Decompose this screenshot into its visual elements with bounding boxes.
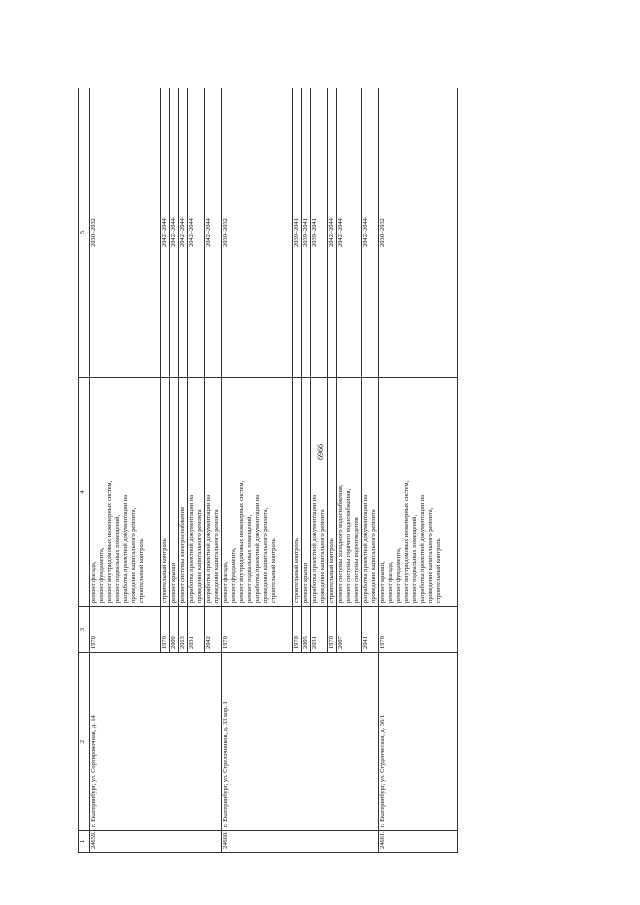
works-cell: [362, 378, 379, 607]
work-item: ремонт фасада,: [387, 561, 394, 603]
header-cell: 1: [79, 831, 90, 853]
term-cell: 2042–2044: [328, 88, 337, 378]
header-cell: 3: [79, 607, 90, 653]
table-row: [90, 88, 161, 853]
works-cell: [188, 378, 205, 607]
work-item: разработка проектной документации на: [419, 494, 426, 603]
work-item: ремонт подвальных помещений,: [246, 514, 253, 603]
work-item: ремонт фасада,: [90, 561, 97, 603]
record-number: 24660.: [222, 831, 379, 853]
year-cell: 1970: [379, 607, 458, 653]
term-cell: 2030–2032: [222, 88, 293, 378]
term-cell: 2042–2044: [188, 88, 205, 378]
work-item: ремонт фасада,: [222, 561, 229, 603]
header-cell: 5: [79, 88, 90, 378]
work-item: разработка проектной документации на: [311, 494, 318, 603]
work-item: разработка проектной документации на: [122, 494, 129, 603]
term-cell: 2039–2041: [293, 88, 302, 378]
year-cell: 2031: [188, 607, 205, 653]
address-cell: г. Екатеринбург, ул. Студенческая, д. 36/1: [379, 653, 458, 831]
works-cell: [90, 378, 161, 607]
record-number: 24659.: [90, 831, 222, 853]
address-cell: г. Екатеринбург, ул. Стрелочников, д. 33 кор. 1: [222, 653, 379, 831]
term-cell: 2039–2041: [311, 88, 328, 378]
work-item: строительный контроль: [328, 538, 335, 603]
work-item: проведение капитального ремонта: [213, 509, 220, 603]
works-cell: [328, 378, 337, 607]
work-item: строительный контроль: [435, 538, 442, 603]
year-cell: 1970: [328, 607, 337, 653]
work-item: ремонт системы горячего водоснабжения,: [345, 488, 352, 603]
year-cell: 1970: [161, 607, 170, 653]
address-cell: г. Екатеринбург, ул. Сортировочная, д. 14: [90, 653, 222, 831]
year-cell: 2031: [311, 607, 328, 653]
work-item: ремонт подвальных помещений,: [114, 514, 121, 603]
year-cell: 2013: [179, 607, 188, 653]
work-item: проведение капитального ремонта,: [130, 507, 137, 603]
work-item: ремонт подвальных помещений,: [411, 514, 418, 603]
work-item: ремонт системы холодного водоснабжения,: [337, 484, 344, 603]
work-item: проведение капитального ремонта: [370, 509, 377, 603]
term-cell: 2030–2032: [379, 88, 458, 378]
term-cell: 2042–2044: [362, 88, 379, 378]
work-item: разработка проектной документации на: [362, 494, 369, 603]
work-item: разработка проектной документации на: [188, 494, 195, 603]
works-cell: [337, 378, 362, 607]
work-item: ремонт системы электроснабжения: [179, 507, 186, 603]
work-item: ремонт крыши: [170, 562, 177, 603]
works-cell: [179, 378, 188, 607]
work-item: проведение капитального ремонта: [319, 509, 326, 603]
record-number: 24661.: [379, 831, 458, 853]
year-cell: 1970: [90, 607, 161, 653]
work-item: разработка проектной документации на: [205, 494, 212, 603]
year-cell: 1970: [293, 607, 302, 653]
rotated-page-area: [78, 88, 572, 853]
work-item: строительный контроль: [161, 538, 168, 603]
work-item: ремонт внутридомовых инженерных систем,: [238, 480, 245, 603]
term-cell: 2042–2044: [179, 88, 188, 378]
work-item: ремонт фундамента,: [98, 547, 105, 603]
header-cell: 4: [79, 378, 90, 607]
term-cell: 2030–2032: [90, 88, 161, 378]
year-cell: 2005: [302, 607, 311, 653]
work-item: ремонт фундамента,: [395, 547, 402, 603]
work-item: ремонт системы водоотведения: [353, 517, 360, 603]
term-cell: 2042–2044: [205, 88, 222, 378]
works-cell: [222, 378, 293, 607]
work-item: проведение капитального ремонта,: [427, 507, 434, 603]
work-item: строительный контроль: [293, 538, 300, 603]
year-cell: 2009: [170, 607, 179, 653]
header-row: [79, 88, 90, 853]
table-row: [379, 88, 458, 853]
work-item: ремонт крыши: [302, 562, 309, 603]
works-cell: [311, 378, 328, 607]
work-item: ремонт внутридомовых инженерных систем,: [403, 480, 410, 603]
term-cell: 2039–2041: [302, 88, 311, 378]
header-cell: 2: [79, 653, 90, 831]
work-item: ремонт крыши,: [379, 561, 386, 603]
year-cell: 2041: [362, 607, 379, 653]
works-cell: [302, 378, 311, 607]
year-cell: 1970: [222, 607, 293, 653]
works-cell: [205, 378, 222, 607]
works-cell: [161, 378, 170, 607]
work-item: проведение капитального ремонта,: [262, 507, 269, 603]
term-cell: 2042–2044: [170, 88, 179, 378]
work-item: ремонт внутридомовых инженерных систем,: [106, 480, 113, 603]
work-item: проведение капитального ремонта: [196, 509, 203, 603]
term-cell: 2042–2044: [161, 88, 170, 378]
work-item: строительный контроль: [270, 538, 277, 603]
work-item: разработка проектной документации на: [254, 494, 261, 603]
works-cell: [170, 378, 179, 607]
works-cell: [379, 378, 458, 607]
year-cell: 2007: [337, 607, 362, 653]
capital-repair-table: [78, 88, 458, 853]
works-cell: [293, 378, 302, 607]
year-cell: 2042: [205, 607, 222, 653]
table-row: [222, 88, 293, 853]
page-number: 6966: [316, 444, 325, 460]
work-item: строительный контроль: [138, 538, 145, 603]
table-container: [78, 88, 572, 853]
work-item: ремонт фундамента,: [230, 547, 237, 603]
term-cell: 2042–2044: [337, 88, 362, 378]
